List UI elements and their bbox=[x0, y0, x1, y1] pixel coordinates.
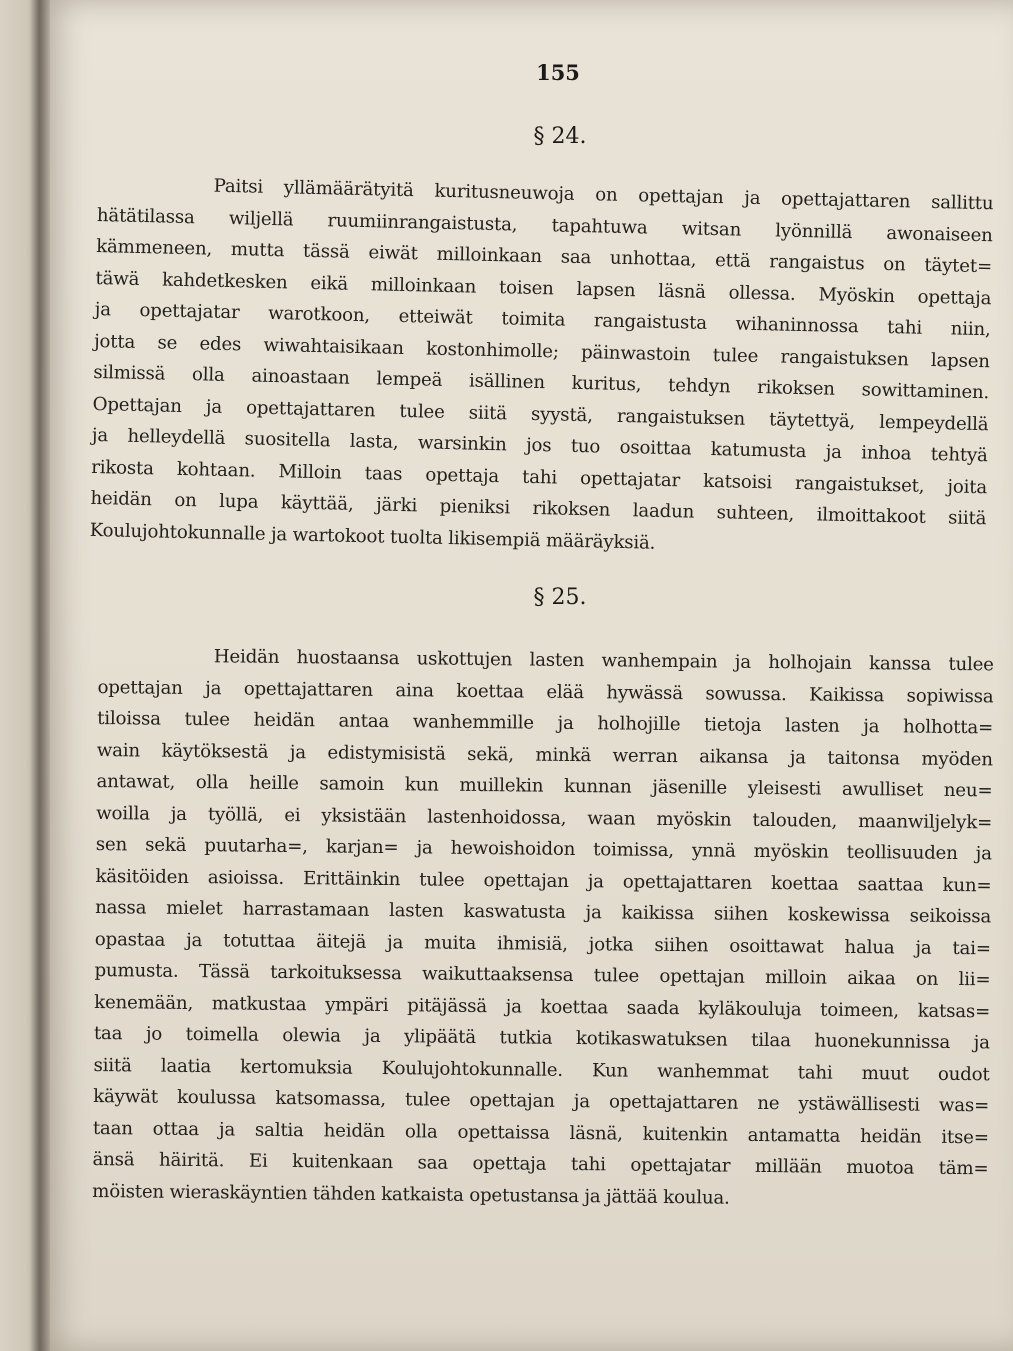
text-line: Koulujohtokunnalle ja wartokoot tuolta likisempiä määräyksiä. bbox=[89, 519, 656, 554]
book-gutter-shadow bbox=[30, 0, 50, 1351]
text-line: Opettajan ja opettajattaren tulee siitä syystä, rangaistuksen täytettyä, lempeydellä bbox=[92, 393, 989, 435]
section-24-text bbox=[89, 168, 993, 566]
text-line: ja helleydellä suositella lasta, warsinkin jos tuo osoittaa katumusta ja inhoa tehtyä bbox=[91, 424, 988, 467]
text-line: opastaa ja totuttaa äitejä ja muita ihmisiä, jotka siihen osoittawat halua ja tai= bbox=[94, 928, 991, 959]
text-line: käsitöiden asioissa. Erittäinkin tulee opettajan ja opettajattaren koettaa saattaa kun= bbox=[95, 865, 992, 896]
text-line: pumusta. Tässä tarkoituksessa waikuttaaksensa tulee opettajan milloin aikaa on lii= bbox=[94, 959, 991, 991]
text-line: käywät koulussa katsomassa, tulee opettajan ja opettajattaren ne ystäwällisesti was= bbox=[93, 1085, 990, 1117]
text-line: ja opettajatar warotkoon, etteiwät toimita rangaistusta wihaninnossa tahi niin, bbox=[94, 298, 991, 341]
page-number: 155 bbox=[536, 60, 580, 85]
text-line: tiloissa tulee heidän antaa wanhemmille ja holhojille tietoja lasten ja holhotta= bbox=[97, 707, 994, 739]
text-line: kämmeneen, mutta tässä eiwät milloinkaan saa unhottaa, että rangaistus on täytet= bbox=[95, 235, 993, 278]
text-line: möisten wieraskäyntien tähden katkaista opetustansa ja jättää koulua. bbox=[92, 1180, 730, 1209]
book-page bbox=[40, 0, 1013, 1351]
text-line: änsä häiritä. Ei kuitenkaan saa opettaja tahi opettajatar millään muotoa täm= bbox=[92, 1148, 989, 1180]
text-line: antawat, olla heille samoin kun muillekin kunnan jäsenille yleisesti awulliset neu= bbox=[96, 770, 993, 802]
text-line: sen sekä puutarha=, karjan= ja hewoishoidon toimissa, ynnä myöskin teollisuuden ja bbox=[95, 833, 992, 865]
section-heading-24: § 24. bbox=[533, 124, 587, 149]
text-line: kenemään, matkustaa ympäri pitäjässä ja koettaa saada kyläkouluja toimeen, katsas= bbox=[94, 991, 991, 1022]
text-line: siitä laatia kertomuksia Koulujohtokunnalle. Kun wanhemmat tahi muut oudot bbox=[93, 1054, 990, 1085]
text-line: nassa mielet harrastamaan lasten kaswatusta ja kaikissa siihen koskewissa seikoissa bbox=[95, 896, 992, 928]
section-25-text bbox=[92, 640, 994, 1216]
text-line: rikosta kohtaan. Milloin taas opettaja tahi opettajatar katsoisi rangaistukset, joita bbox=[90, 456, 988, 498]
text-line: opettajan ja opettajattaren aina koettaa elää hywässä sowussa. Kaikissa sopiwissa bbox=[97, 676, 994, 707]
text-line: hätätilassa wiljellä ruumiinrangaistusta, tapahtuwa witsan lyönnillä awonaiseen bbox=[96, 204, 993, 246]
section-heading-25: § 25. bbox=[533, 585, 587, 610]
text-line: Paitsi yllämäärätyitä kuritusneuwoja on opettajan ja opettajattaren sallittu bbox=[213, 175, 994, 215]
text-line: heidän on lupa käyttää, järki pieniksi rikoksen laadun suhteen, ilmoittakoot siitä bbox=[90, 487, 987, 530]
text-line: täwä kahdetkesken eikä milloinkaan toisen lapsen läsnä ollessa. Myöskin opettaja bbox=[95, 267, 992, 309]
text-line: taa jo toimella olewia ja ylipäätä tutkia kotikaswatuksen tilaa huonekunnissa ja bbox=[93, 1022, 990, 1054]
text-line: taan ottaa ja saltia heidän olla opettaissa läsnä, kuitenkin antamatta heidän itse= bbox=[92, 1117, 989, 1148]
text-line: woilla ja työllä, ei yksistään lastenhoidossa, waan myöskin talouden, maanwiljelyk= bbox=[96, 802, 993, 833]
text-line: jotta se edes wiwahtaisikaan kostonhimolle; päinwastoin tulee rangaistuksen lapsen bbox=[93, 330, 991, 372]
text-line: Heidän huostaansa uskottujen lasten wanhempain ja holhojain kanssa tulee bbox=[213, 646, 994, 676]
text-line: wain käytöksestä ja edistymisistä sekä, minkä werran aikansa ja taitonsa myöden bbox=[96, 739, 993, 770]
text-line: silmissä olla ainoastaan lempeä isällinen kuritus, tehdyn rikoksen sowittaminen. bbox=[93, 361, 990, 404]
